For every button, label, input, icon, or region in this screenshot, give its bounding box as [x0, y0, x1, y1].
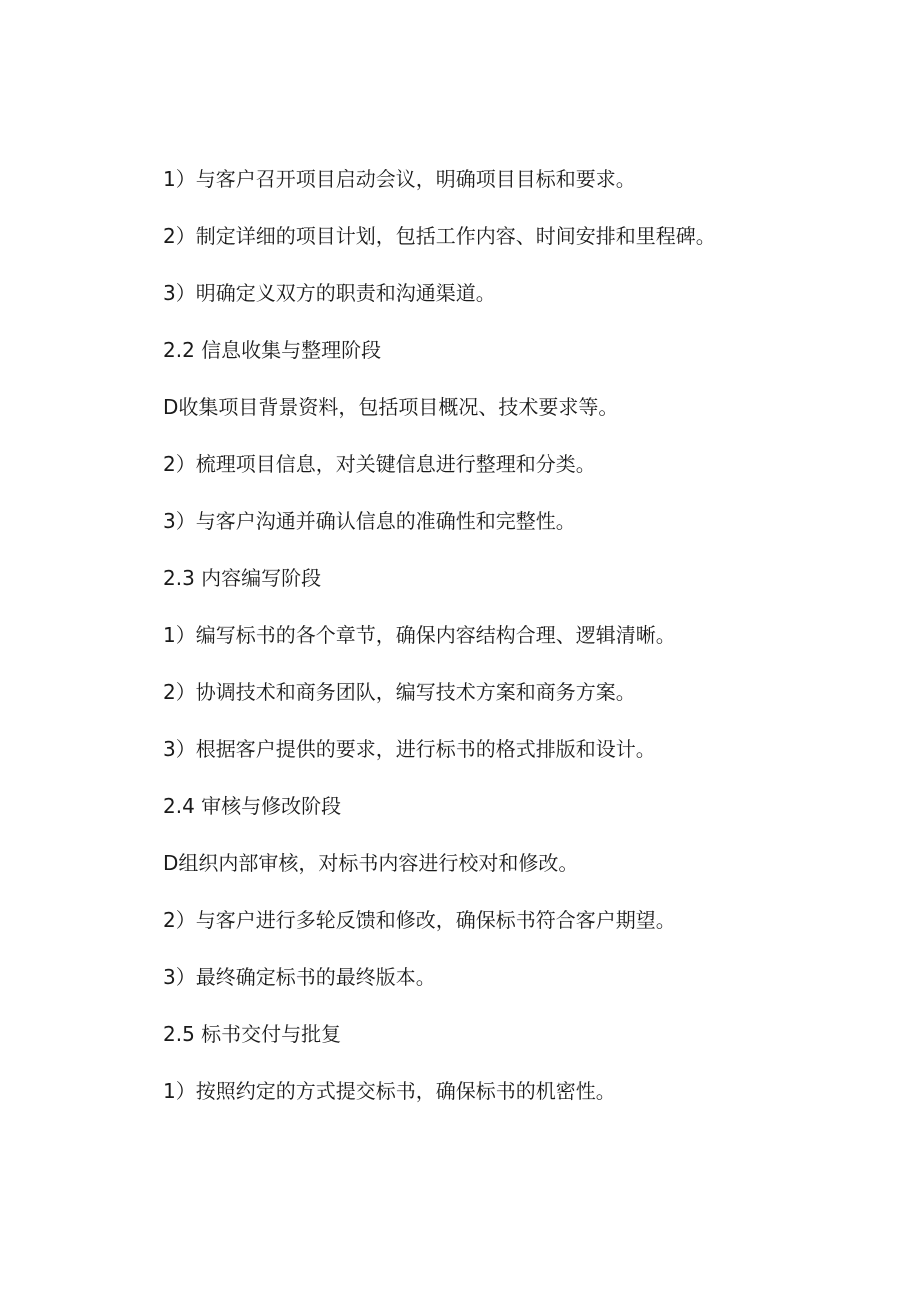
list-item: 1）编写标书的各个章节，确保内容结构合理、逻辑清晰。 [163, 623, 676, 647]
list-item: 2）协调技术和商务团队，编写技术方案和商务方案。 [163, 680, 636, 704]
list-item: D组织内部审核，对标书内容进行校对和修改。 [163, 851, 579, 875]
list-item: 3）明确定义双方的职责和沟通渠道。 [163, 281, 496, 305]
list-item: D收集项目背景资料，包括项目概况、技术要求等。 [163, 395, 619, 419]
list-item: 2）梳理项目信息，对关键信息进行整理和分类。 [163, 452, 596, 476]
list-item: 1）与客户召开项目启动会议，明确项目目标和要求。 [163, 167, 636, 191]
list-item: 2）与客户进行多轮反馈和修改，确保标书符合客户期望。 [163, 908, 676, 932]
document-body [163, 162, 843, 1131]
list-item: 1）按照约定的方式提交标书，确保标书的机密性。 [163, 1079, 616, 1103]
list-item: 3）与客户沟通并确认信息的准确性和完整性。 [163, 509, 576, 533]
list-item: 3）根据客户提供的要求，进行标书的格式排版和设计。 [163, 737, 656, 761]
list-item: 3）最终确定标书的最终版本。 [163, 965, 436, 989]
list-item: 2）制定详细的项目计划，包括工作内容、时间安排和里程碑。 [163, 224, 716, 248]
section-heading: 2.4 审核与修改阶段 [163, 794, 342, 818]
section-heading: 2.2 信息收集与整理阶段 [163, 338, 382, 362]
section-heading: 2.3 内容编写阶段 [163, 566, 322, 590]
section-heading: 2.5 标书交付与批复 [163, 1022, 342, 1046]
